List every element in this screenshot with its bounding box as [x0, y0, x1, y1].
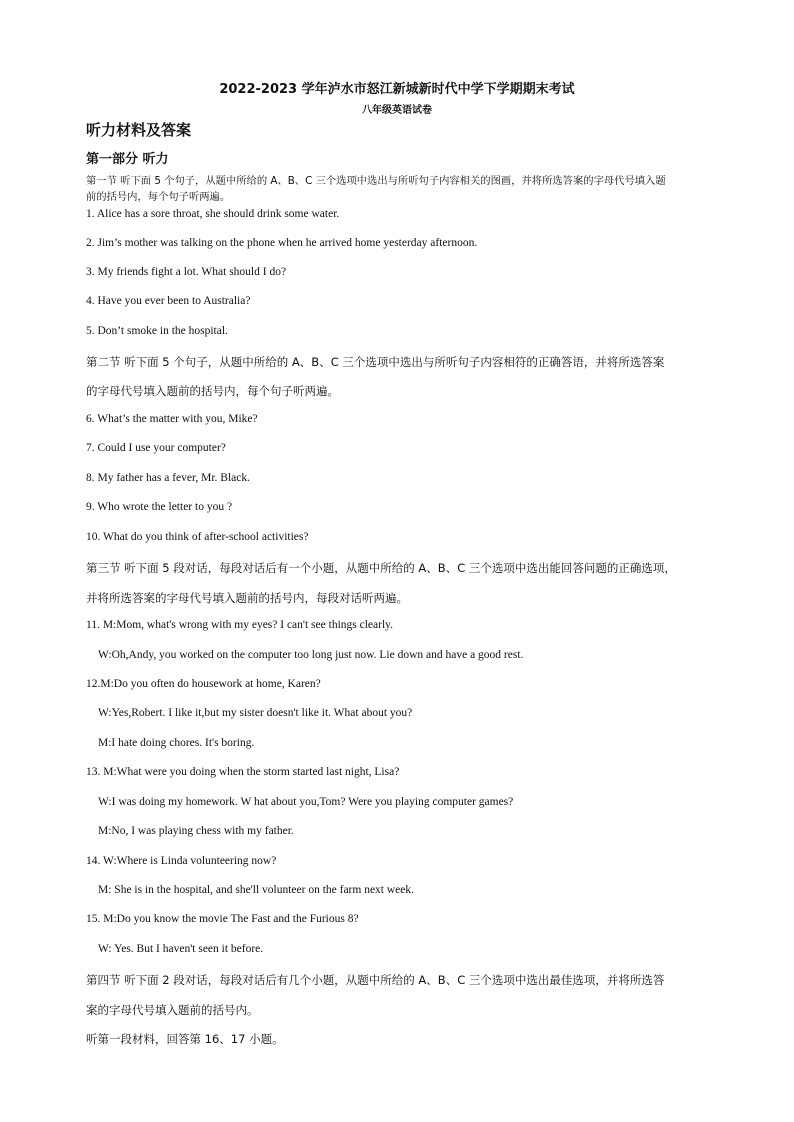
listening-item-4: 4. Have you ever been to Australia?: [86, 295, 251, 307]
exam-title: 2022-2023 学年泸水市怒江新城新时代中学下学期期末考试: [219, 82, 575, 97]
dialogue-line: W: Yes. But I haven't seen it before.: [98, 943, 264, 955]
listening-item-3: 3. My friends fight a lot. What should I do?: [86, 266, 287, 278]
section3-instruction-line1: 第三节 听下面 5 段对话，每段对话后有一个小题，从题中所给的 A、B、C 三个选项中选出能回答问题的正确选项，: [86, 561, 676, 575]
dialogue-line: 11. M:Mom, what's wrong with my eyes? I can't see things clearly.: [86, 619, 394, 631]
section4-instruction-line1: 第四节 听下面 2 段对话，每段对话后有几个小题，从题中所给的 A、B、C 三个选项中选出最佳选项，并将所选答: [86, 973, 665, 987]
dialogue-line: 12.M:Do you often do housework at home, Karen?: [86, 678, 321, 690]
listening-item-6: 6. What’s the matter with you, Mike?: [86, 413, 258, 425]
dialogue-line: W:Yes,Robert. I like it,but my sister doesn't like it. What about you?: [98, 707, 413, 719]
dialogue-line: M: She is in the hospital, and she'll volunteer on the farm next week.: [98, 884, 415, 896]
section4-first-material-note: 听第一段材料，回答第 16、17 小题。: [86, 1032, 284, 1046]
listening-item-2: 2. Jim’s mother was talking on the phone when he arrived home yesterday afternoon.: [86, 237, 478, 249]
exam-subtitle: 八年级英语试卷: [362, 105, 432, 116]
section3-instruction-line2: 并将所选答案的字母代号填入题前的括号内，每段对话听两遍。: [86, 591, 408, 605]
section1-instruction-line2: 前的括号内，每个句子听两遍。: [86, 191, 231, 203]
dialogue-line: W:I was doing my homework. W hat about you,Tom? Were you playing computer games?: [98, 796, 514, 808]
dialogue-line: W:Oh,Andy, you worked on the computer too long just now. Lie down and have a good rest.: [98, 649, 524, 661]
section4-instruction-line2: 案的字母代号填入题前的括号内。: [86, 1003, 259, 1017]
dialogue-line: M:No, I was playing chess with my father.: [98, 825, 294, 837]
section-heading: 听力材料及答案: [86, 121, 192, 139]
listening-item-5: 5. Don’t smoke in the hospital.: [86, 325, 228, 337]
dialogue-line: M:I hate doing chores. It's boring.: [98, 737, 255, 749]
listening-item-1: 1. Alice has a sore throat, she should drink some water.: [86, 208, 340, 220]
section2-instruction-line2: 的字母代号填入题前的括号内，每个句子听两遍。: [86, 384, 339, 398]
part-heading: 第一部分 听力: [86, 152, 169, 167]
dialogue-line: 13. M:What were you doing when the storm started last night, Lisa?: [86, 766, 400, 778]
listening-item-9: 9. Who wrote the letter to you ?: [86, 501, 233, 513]
section2-instruction-line1: 第二节 听下面 5 个句子，从题中所给的 A、B、C 三个选项中选出与所听句子内容相符的正确答语，并将所选答案: [86, 355, 665, 369]
listening-item-10: 10. What do you think of after-school activities?: [86, 531, 309, 543]
listening-item-8: 8. My father has a fever, Mr. Black.: [86, 472, 250, 484]
dialogue-line: 14. W:Where is Linda volunteering now?: [86, 855, 277, 867]
dialogue-line: 15. M:Do you know the movie The Fast and the Furious 8?: [86, 913, 359, 925]
section1-instruction-line1: 第一节 听下面 5 个句子，从题中所给的 A、B、C 三个选项中选出与所听句子内容相关的图画，并将所选答案的字母代号填入题: [86, 175, 666, 187]
listening-item-7: 7. Could I use your computer?: [86, 442, 226, 454]
